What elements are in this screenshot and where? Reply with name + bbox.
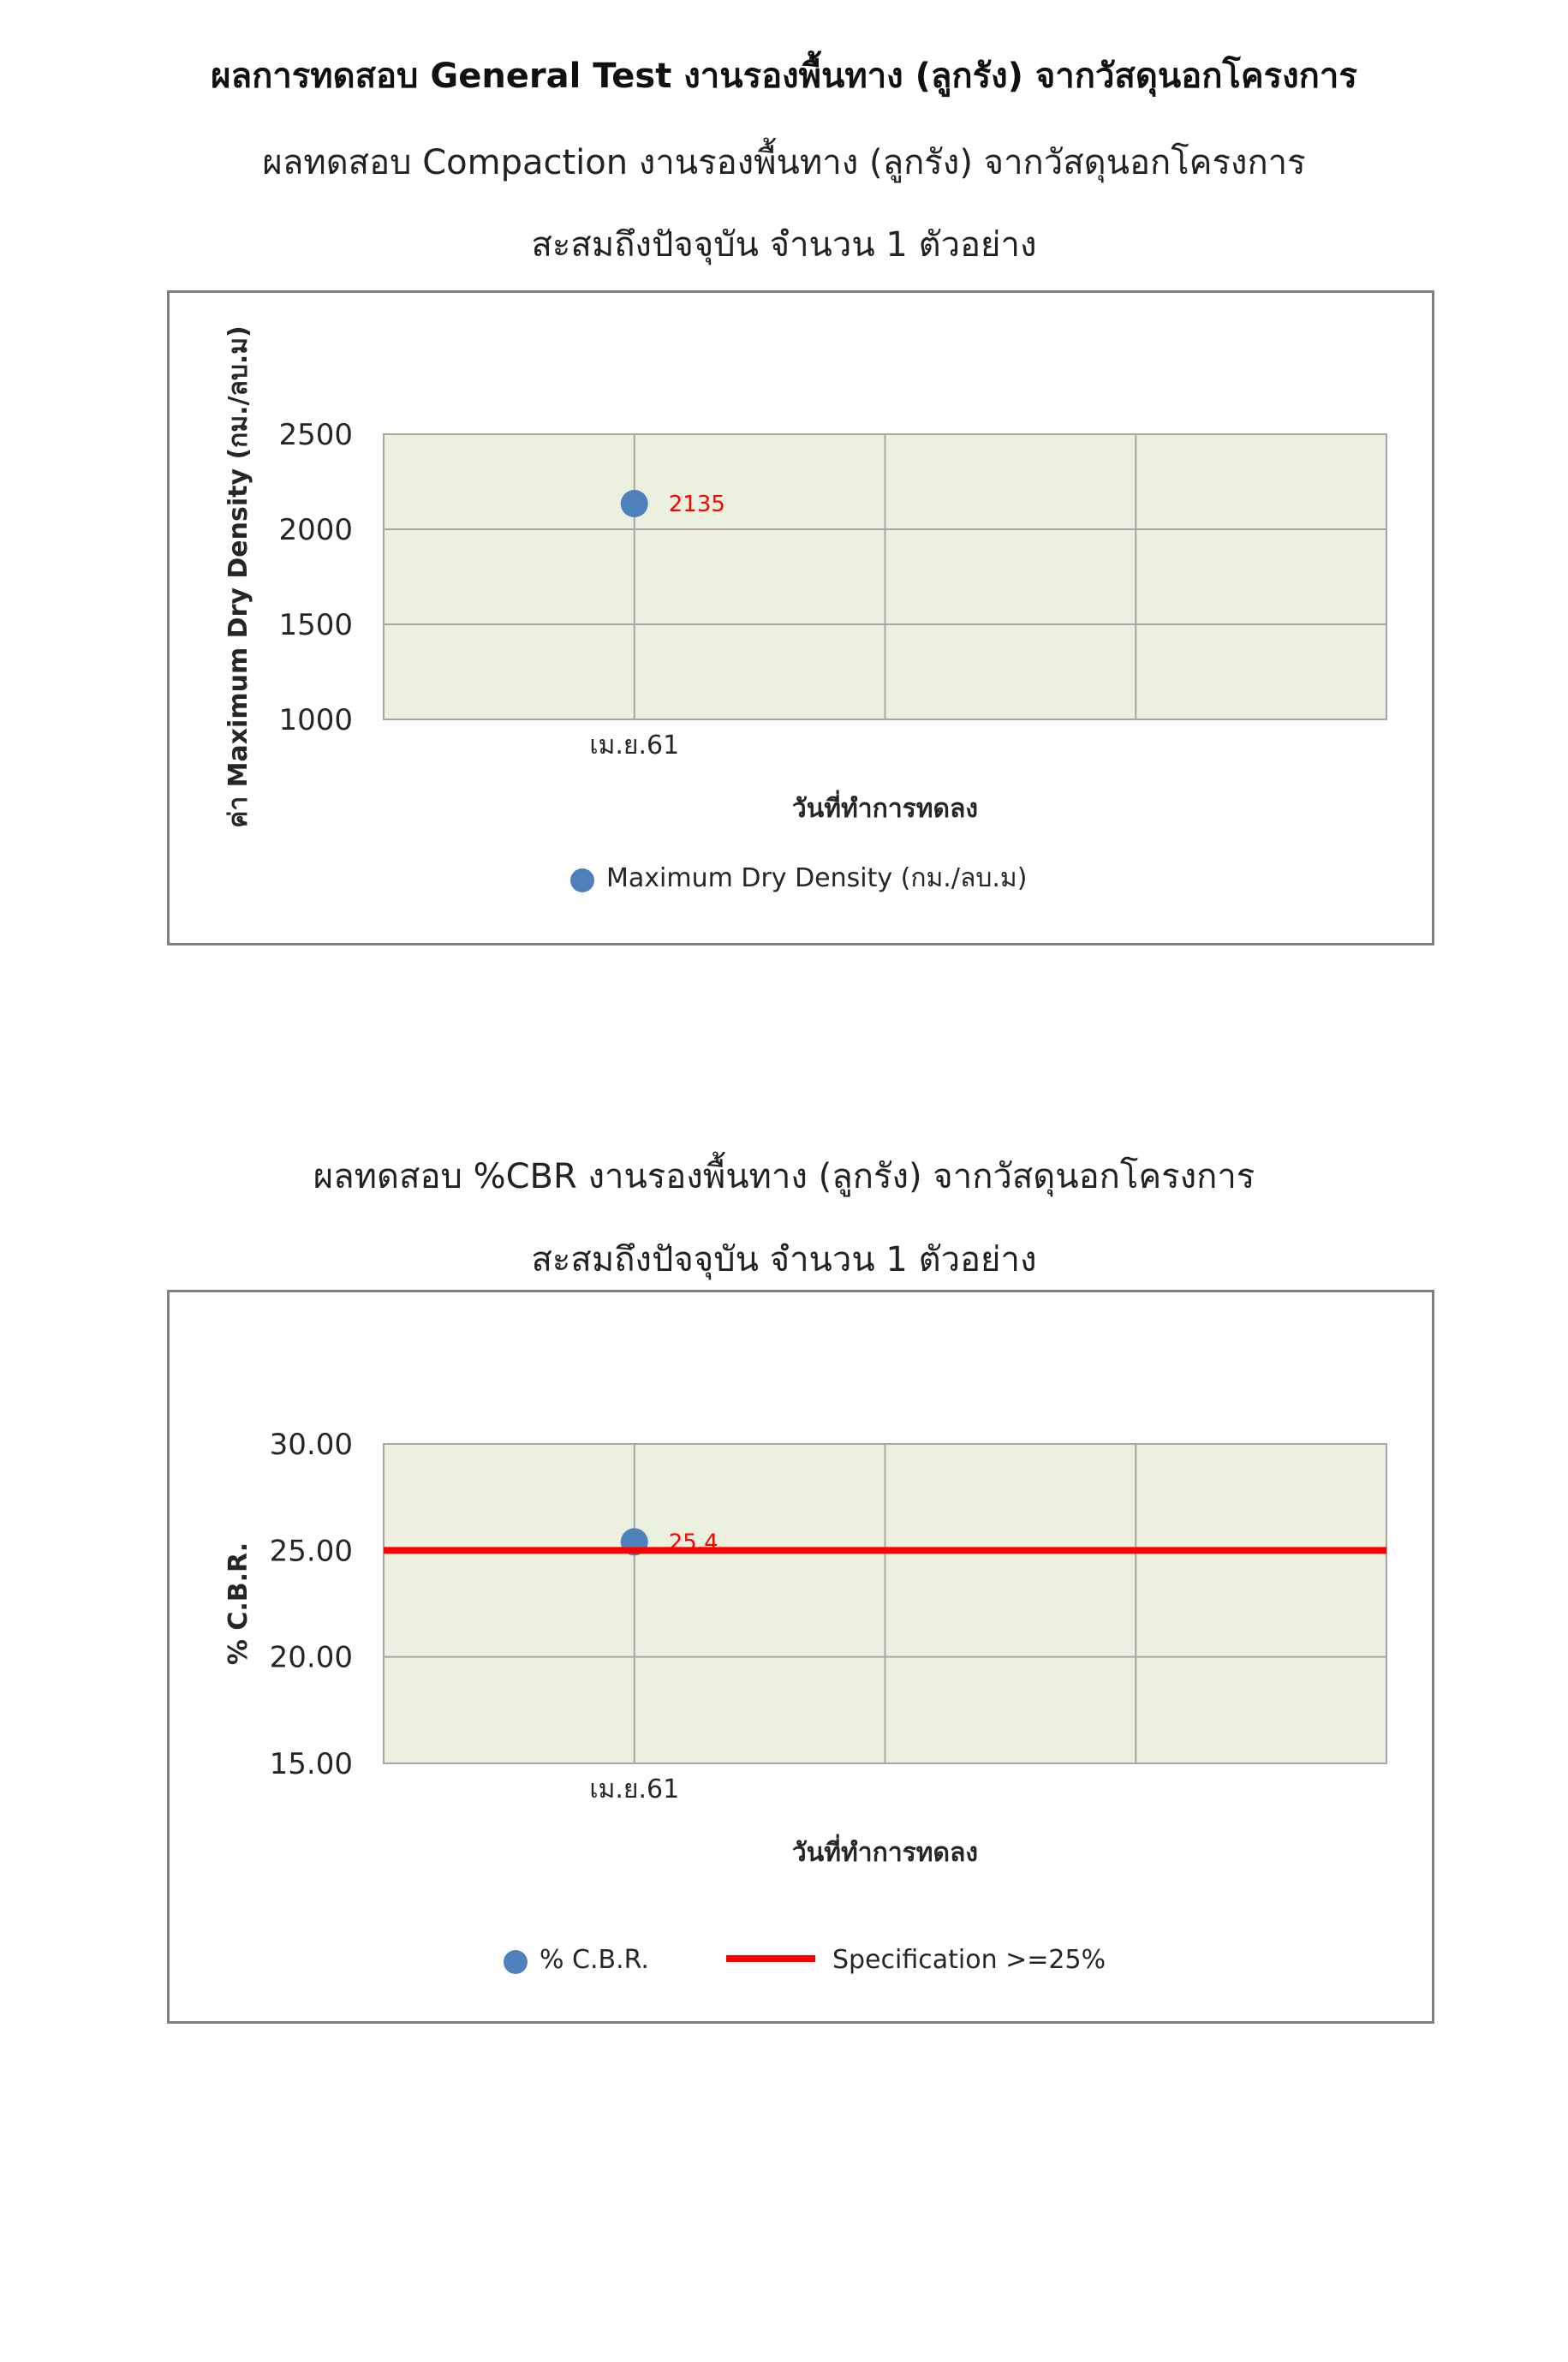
y-tick-label: 20.00 [269,1640,353,1675]
page-title: ผลการทดสอบ General Test งานรองพื้นทาง (ลูกรัง) จากวัสดุนอกโครงการ [211,57,1357,96]
y-axis-title: ค่า Maximum Dry Density (กม./ลบ.ม) [224,325,253,828]
legend-label: Specification >=25% [832,1945,1106,1975]
compaction-chart-title: ผลทดสอบ Compaction งานรองพื้นทาง (ลูกรัง) จากวัสดุนอกโครงการ [262,143,1306,182]
y-tick-label: 2000 [278,513,353,547]
data-point [621,490,648,517]
legend-dot-marker [504,1950,528,1974]
x-tick-label: เม.ย.61 [589,1774,680,1804]
y-tick-label: 15.00 [269,1747,353,1781]
y-tick-label: 25.00 [269,1534,353,1569]
legend-label: Maximum Dry Density (กม./ลบ.ม) [606,863,1028,893]
x-axis-title: วันที่ทำการทดลง [791,794,979,824]
compaction-chart-svg [170,293,1432,943]
compaction-chart [167,290,1434,945]
cbr-chart-title: ผลทดสอบ %CBR งานรองพื้นทาง (ลูกรัง) จากวัสดุนอกโครงการ [313,1157,1255,1196]
cbr-chart-subtitle: สะสมถึงปัจจุบัน จำนวน 1 ตัวอย่าง [531,1240,1037,1279]
cbr-chart [167,1290,1434,2024]
x-tick-label: เม.ย.61 [589,731,680,760]
y-tick-label: 1500 [278,608,353,642]
y-axis-title: % C.B.R. [224,1542,253,1666]
data-label: 2135 [668,492,725,518]
legend-dot-marker [570,868,594,892]
x-axis-title: วันที่ทำการทดลง [791,1838,979,1868]
y-tick-label: 30.00 [269,1428,353,1462]
y-tick-label: 1000 [278,703,353,737]
legend-label: % C.B.R. [540,1945,649,1975]
data-label: 25.4 [668,1530,718,1556]
compaction-chart-subtitle: สะสมถึงปัจจุบัน จำนวน 1 ตัวอย่าง [531,225,1037,265]
y-tick-label: 2500 [278,418,353,452]
cbr-chart-svg [170,1292,1432,2021]
